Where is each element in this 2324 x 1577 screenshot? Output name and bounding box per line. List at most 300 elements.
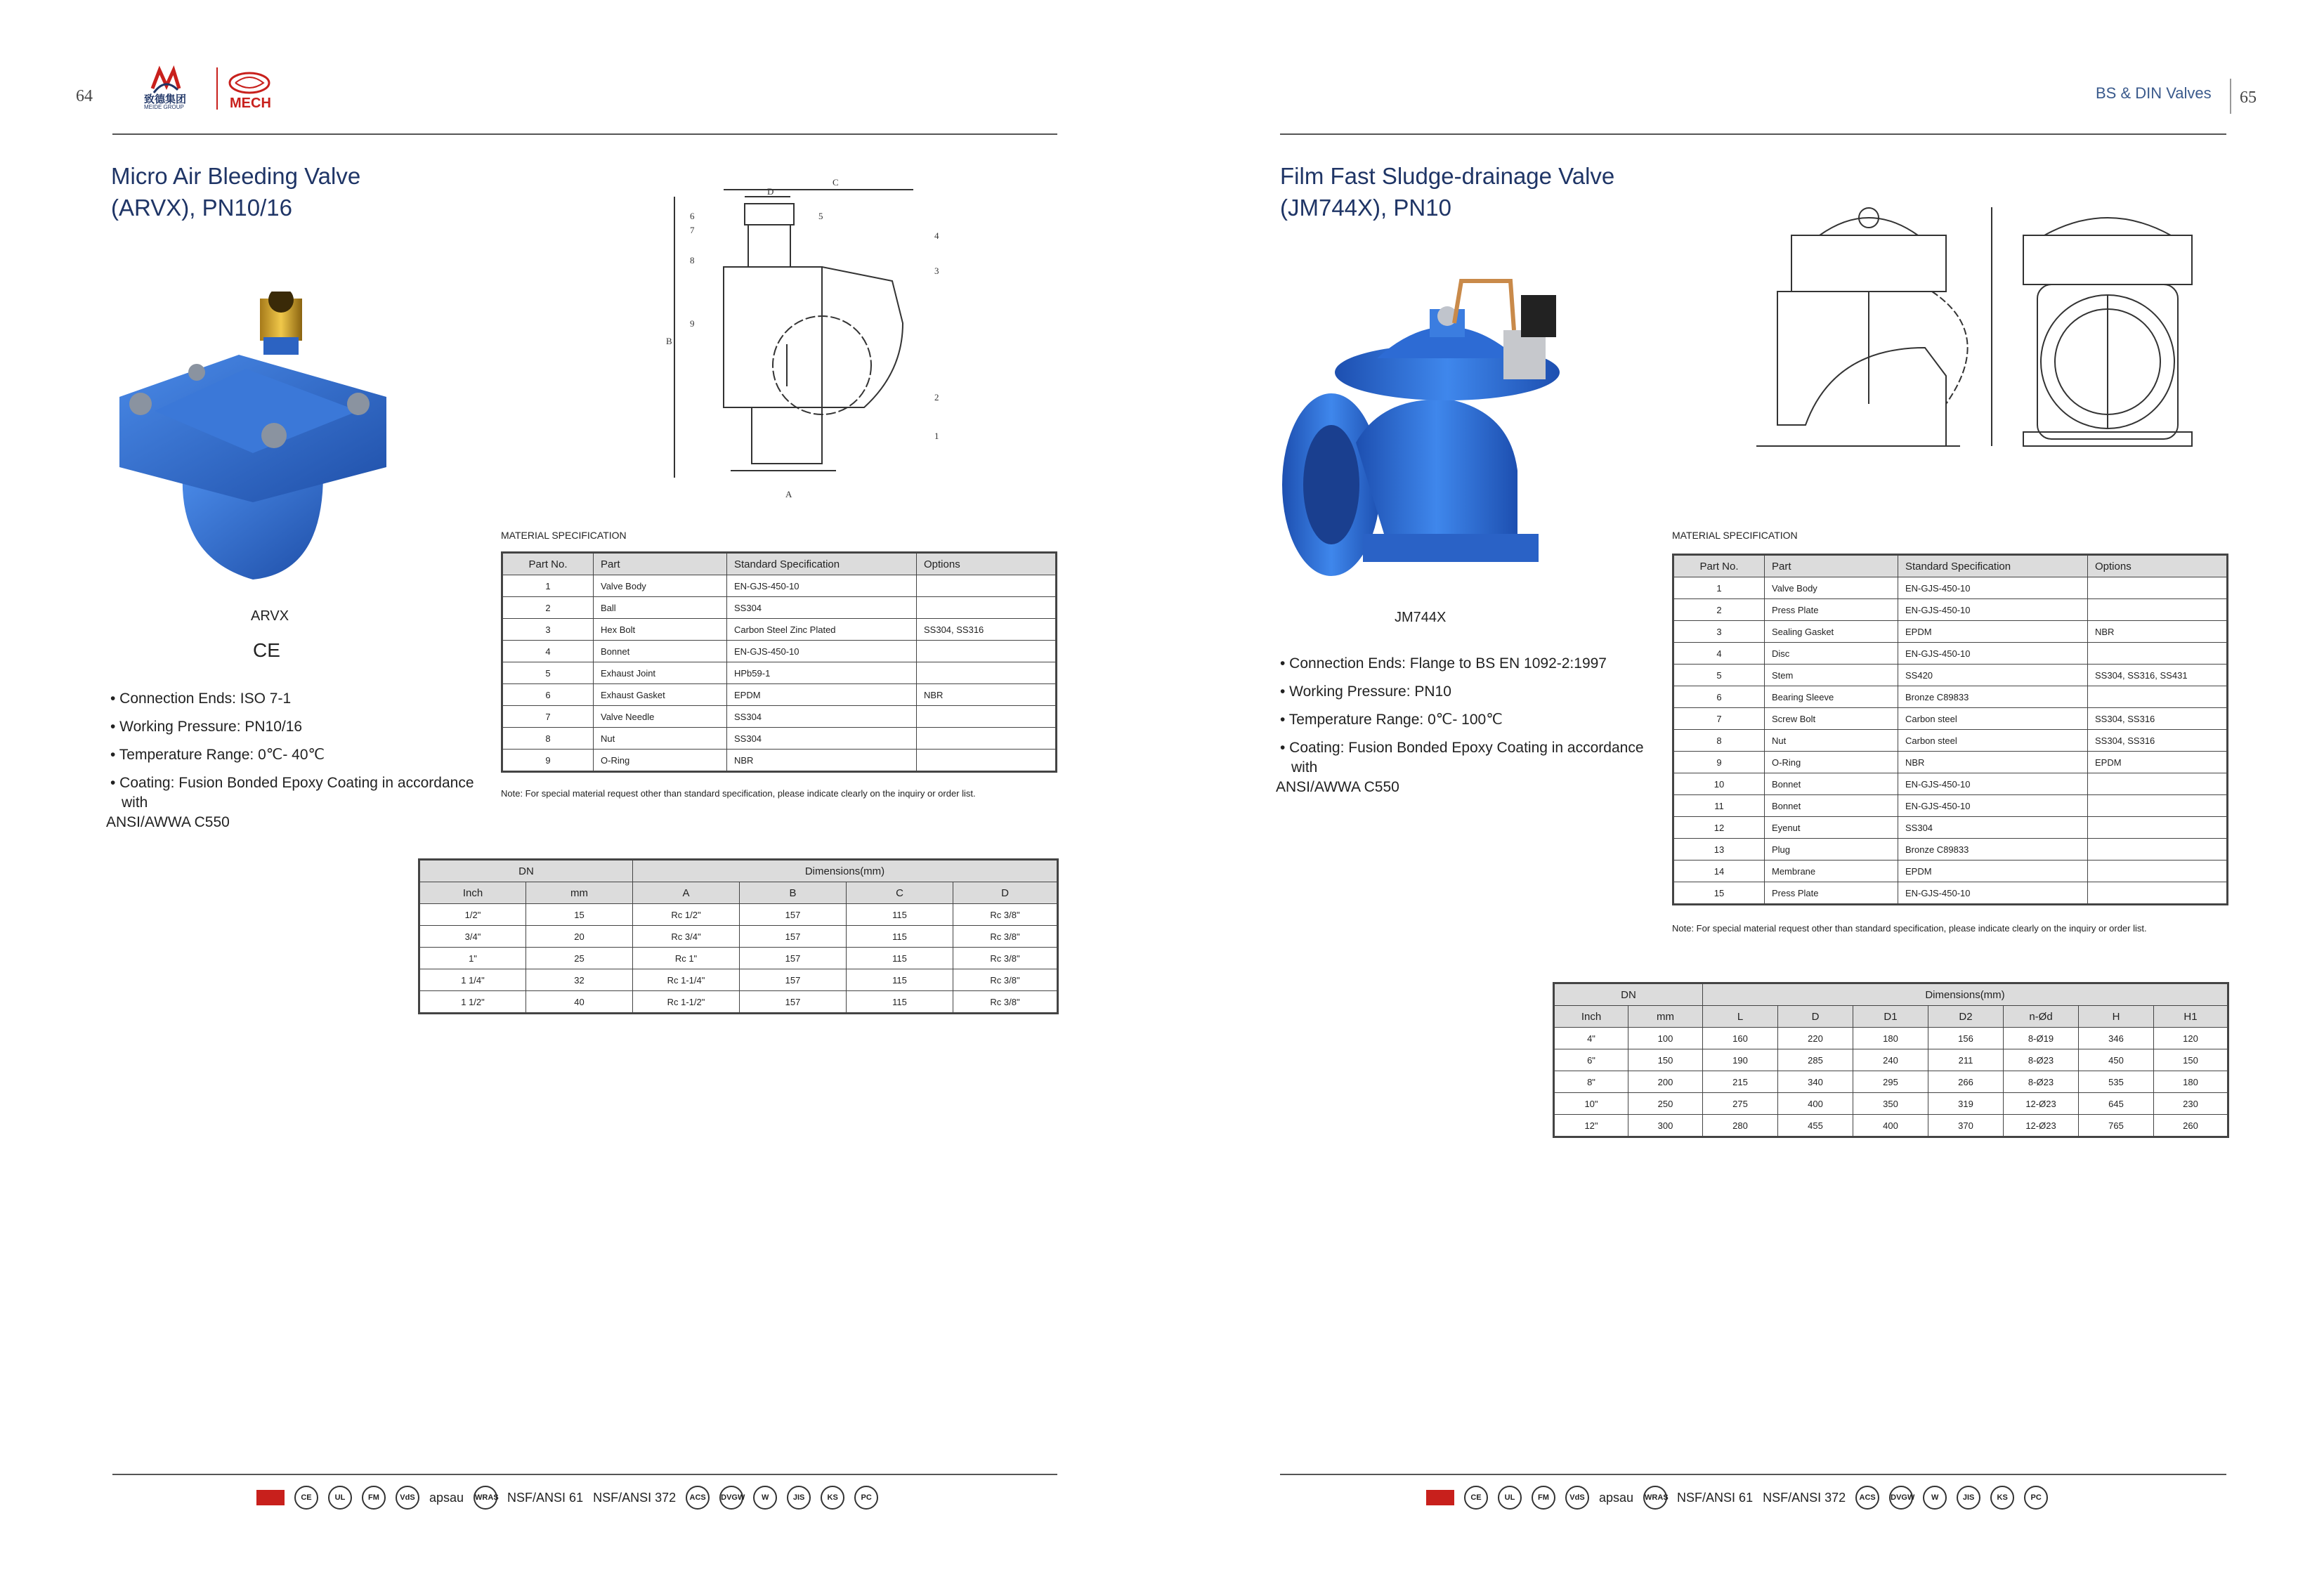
right-bullet: • Coating: Fusion Bonded Epoxy Coating in accordance with [1280, 740, 1644, 776]
table-cell: 200 [1628, 1071, 1703, 1093]
table-row [502, 750, 1057, 772]
table-cell: SS304, SS316 [2088, 708, 2228, 730]
table-row [1673, 643, 2228, 665]
table-row [419, 926, 1058, 948]
right-bullet: • Working Pressure: PN10 [1280, 683, 1451, 700]
certification-mark: NSF/ANSI 61 [1677, 1490, 1754, 1505]
table-cell: Ball [594, 597, 727, 619]
table-cell: SS304, SS316 [917, 619, 1057, 641]
table-cell: 115 [847, 948, 953, 969]
table-cell: Eyenut [1765, 817, 1898, 839]
section-name: BS & DIN Valves [2096, 84, 2212, 102]
column-header: B [740, 882, 847, 904]
table-cell: 12-Ø23 [2004, 1093, 2079, 1115]
table-row [502, 619, 1057, 641]
table-cell [917, 575, 1057, 597]
column-header: C [847, 882, 953, 904]
table-cell: 215 [1703, 1071, 1778, 1093]
table-row [1554, 1028, 2228, 1049]
table-cell: 765 [2079, 1115, 2154, 1137]
table-cell: 1/2" [419, 904, 526, 926]
certification-mark: apsau [1599, 1490, 1634, 1505]
table-cell: 3/4" [419, 926, 526, 948]
table-cell: 370 [1928, 1115, 2004, 1137]
table-cell: 2 [1673, 599, 1765, 621]
table-cell: 10" [1554, 1093, 1628, 1115]
left-title-line2: (ARVX), PN10/16 [111, 195, 293, 221]
table-cell: SS420 [1898, 665, 2088, 686]
table-row [502, 684, 1057, 706]
table-cell: 157 [740, 926, 847, 948]
table-cell: Nut [1765, 730, 1898, 752]
drawing-label: 6 [690, 211, 695, 221]
certification-mark: FM [362, 1486, 386, 1510]
certification-mark: ACS [686, 1486, 710, 1510]
jm744x-label: JM744X [1395, 610, 1447, 625]
flag-icon [256, 1490, 285, 1505]
table-cell: Stem [1765, 665, 1898, 686]
table-cell: 156 [1928, 1028, 2004, 1049]
table-cell: 1 [502, 575, 594, 597]
column-header: n-Ød [2004, 1006, 2079, 1028]
arvx-valve-icon [112, 292, 393, 587]
table-header-row [502, 553, 1057, 575]
table-cell: 645 [2079, 1093, 2154, 1115]
table-cell [2088, 817, 2228, 839]
table-header-row [1554, 1006, 2228, 1028]
column-header: H [2079, 1006, 2154, 1028]
table-cell: Plug [1765, 839, 1898, 861]
table-cell: EN-GJS-450-10 [727, 641, 917, 662]
table-cell: 8-Ø23 [2004, 1071, 2079, 1093]
table-cell: 1 1/4" [419, 969, 526, 991]
table-cell: 535 [2079, 1071, 2154, 1093]
table-cell: 7 [502, 706, 594, 728]
left-bullet: • Connection Ends: ISO 7-1 [110, 691, 292, 707]
table-row [1673, 708, 2228, 730]
table-row [1554, 1115, 2228, 1137]
table-cell: Bonnet [1765, 773, 1898, 795]
table-cell: Rc 3/8" [953, 948, 1058, 969]
table-cell [2088, 861, 2228, 882]
right-certification-strip [1426, 1486, 2048, 1510]
group-sub: MEIDE GROUP [144, 104, 184, 110]
drawing-label: C [833, 177, 839, 188]
table-row [1673, 752, 2228, 773]
table-cell: 400 [1853, 1115, 1928, 1137]
table-cell: 275 [1703, 1093, 1778, 1115]
certification-mark: DVGW [1889, 1486, 1913, 1510]
table-cell: Hex Bolt [594, 619, 727, 641]
right-title [1280, 160, 1614, 223]
table-cell: EN-GJS-450-10 [1898, 577, 2088, 599]
drawing-label: 2 [934, 392, 939, 403]
table-cell: Press Plate [1765, 599, 1898, 621]
certification-mark: apsau [429, 1490, 464, 1505]
table-cell: 266 [1928, 1071, 2004, 1093]
column-header: D [953, 882, 1058, 904]
table-cell [917, 750, 1057, 772]
certification-mark: PC [2024, 1486, 2048, 1510]
table-cell: 5 [502, 662, 594, 684]
table-cell: 14 [1673, 861, 1765, 882]
right-bullet: ANSI/AWWA C550 [1276, 779, 1399, 795]
right-material-table [1672, 554, 2228, 905]
table-cell [917, 706, 1057, 728]
certification-mark: ACS [1855, 1486, 1879, 1510]
table-cell [2088, 795, 2228, 817]
table-cell: 100 [1628, 1028, 1703, 1049]
table-row [1554, 1071, 2228, 1093]
table-cell: Rc 1" [633, 948, 740, 969]
table-cell: Bearing Sleeve [1765, 686, 1898, 708]
table-cell: 230 [2154, 1093, 2228, 1115]
table-cell: Valve Body [594, 575, 727, 597]
right-title-line1: Film Fast Sludge-drainage Valve [1280, 163, 1615, 189]
table-row [419, 948, 1058, 969]
drawing-label: D [767, 186, 774, 197]
table-row [1673, 817, 2228, 839]
dn-group-header: DN [1554, 983, 1703, 1006]
table-cell: Bonnet [1765, 795, 1898, 817]
table-cell: EN-GJS-450-10 [727, 575, 917, 597]
flag-icon [1426, 1490, 1454, 1505]
certification-mark: VdS [396, 1486, 419, 1510]
group-name: 致德集团 [144, 93, 187, 105]
table-cell [917, 728, 1057, 750]
table-row [1673, 599, 2228, 621]
brand-name: MECH [230, 96, 271, 111]
table-cell: 15 [1673, 882, 1765, 905]
table-cell: 115 [847, 904, 953, 926]
certification-mark: KS [821, 1486, 844, 1510]
table-cell: Rc 1-1/2" [633, 991, 740, 1014]
certification-mark: W [753, 1486, 777, 1510]
left-material-caption: MATERIAL SPECIFICATION [501, 530, 627, 541]
certification-mark: NSF/ANSI 372 [1763, 1490, 1846, 1505]
table-cell: 190 [1703, 1049, 1778, 1071]
certification-mark: UL [1498, 1486, 1522, 1510]
column-header: Options [917, 553, 1057, 575]
table-row [1554, 1093, 2228, 1115]
table-row [1673, 773, 2228, 795]
table-cell: HPb59-1 [727, 662, 917, 684]
table-row [1673, 686, 2228, 708]
column-header: Inch [419, 882, 526, 904]
table-cell: Rc 3/4" [633, 926, 740, 948]
table-cell: Rc 3/8" [953, 926, 1058, 948]
certification-mark: DVGW [719, 1486, 743, 1510]
column-header: Options [2088, 555, 2228, 577]
table-cell: 10 [1673, 773, 1765, 795]
table-cell: Exhaust Joint [594, 662, 727, 684]
column-header: Part No. [502, 553, 594, 575]
drawing-label: 4 [934, 230, 939, 241]
certification-mark: JIS [787, 1486, 811, 1510]
table-cell: 3 [1673, 621, 1765, 643]
left-bullet: ANSI/AWWA C550 [106, 814, 230, 830]
table-cell: NBR [727, 750, 917, 772]
table-cell: 260 [2154, 1115, 2228, 1137]
table-row [1673, 577, 2228, 599]
drawing-label: 7 [690, 225, 695, 235]
table-cell: 319 [1928, 1093, 2004, 1115]
table-row [1673, 730, 2228, 752]
right-footer-rule [1280, 1474, 2226, 1475]
jm744x-product-image [1279, 267, 1616, 590]
column-header: D [1778, 1006, 1853, 1028]
left-footer-rule [112, 1474, 1057, 1475]
column-header: mm [526, 882, 633, 904]
table-row [1673, 795, 2228, 817]
left-title [111, 160, 360, 223]
table-cell: Valve Body [1765, 577, 1898, 599]
table-row [419, 904, 1058, 926]
table-cell: 115 [847, 991, 953, 1014]
certification-mark: WRAS [1643, 1486, 1667, 1510]
table-cell: 1 [1673, 577, 1765, 599]
table-group-row [1554, 983, 2228, 1006]
drawing-label: B [666, 336, 672, 346]
table-cell: 285 [1778, 1049, 1853, 1071]
table-cell: 8-Ø19 [2004, 1028, 2079, 1049]
arvx-label: ARVX [251, 608, 289, 624]
table-cell: Rc 3/8" [953, 969, 1058, 991]
table-group-row [419, 860, 1058, 882]
right-bullet: • Connection Ends: Flange to BS EN 1092-2:1997 [1280, 655, 1607, 672]
jm744x-valve-icon [1279, 267, 1616, 590]
dn-group-header: DN [419, 860, 633, 882]
table-cell: Rc 3/8" [953, 904, 1058, 926]
arvx-technical-drawing [660, 176, 955, 506]
table-cell: 180 [1853, 1028, 1928, 1049]
table-cell: 220 [1778, 1028, 1853, 1049]
table-cell: 4" [1554, 1028, 1628, 1049]
drawing-label: 8 [690, 255, 695, 266]
table-cell: 157 [740, 948, 847, 969]
table-cell: 400 [1778, 1093, 1853, 1115]
table-cell: Carbon steel [1898, 708, 2088, 730]
arvx-section-drawing-icon [660, 176, 955, 506]
table-cell: 7 [1673, 708, 1765, 730]
table-cell: 20 [526, 926, 633, 948]
table-cell: 455 [1778, 1115, 1853, 1137]
column-header: Part [1765, 555, 1898, 577]
right-header-rule [1280, 133, 2226, 135]
table-row [502, 641, 1057, 662]
table-cell: 32 [526, 969, 633, 991]
column-header: D2 [1928, 1006, 2004, 1028]
certification-mark: VdS [1565, 1486, 1589, 1510]
table-cell: Rc 3/8" [953, 991, 1058, 1014]
left-bullet: • Working Pressure: PN10/16 [110, 719, 303, 735]
table-cell [2088, 882, 2228, 905]
table-cell: 5 [1673, 665, 1765, 686]
right-dimension-table [1553, 982, 2229, 1138]
table-cell: 8" [1554, 1071, 1628, 1093]
table-cell: 120 [2154, 1028, 2228, 1049]
meide-logo [144, 65, 285, 114]
table-cell: 340 [1778, 1071, 1853, 1093]
table-cell: 8-Ø23 [2004, 1049, 2079, 1071]
table-row [502, 597, 1057, 619]
table-cell: 6 [502, 684, 594, 706]
table-cell: Carbon steel [1898, 730, 2088, 752]
right-page-number: 65 [2240, 89, 2257, 107]
table-cell: SS304 [1898, 817, 2088, 839]
table-header-row [1673, 555, 2228, 577]
left-page-number: 64 [76, 87, 93, 105]
table-cell: Exhaust Gasket [594, 684, 727, 706]
table-cell: Carbon Steel Zinc Plated [727, 619, 917, 641]
table-cell: 9 [1673, 752, 1765, 773]
table-row [1554, 1049, 2228, 1071]
table-cell: 180 [2154, 1071, 2228, 1093]
left-dimension-table [418, 858, 1059, 1014]
table-cell: 11 [1673, 795, 1765, 817]
table-cell: O-Ring [594, 750, 727, 772]
table-cell: 280 [1703, 1115, 1778, 1137]
drawing-label: 9 [690, 318, 695, 329]
table-cell: Screw Bolt [1765, 708, 1898, 730]
certification-mark: FM [1532, 1486, 1555, 1510]
column-header: mm [1628, 1006, 1703, 1028]
table-cell: 295 [1853, 1071, 1928, 1093]
table-cell: 115 [847, 926, 953, 948]
table-cell: 1 1/2" [419, 991, 526, 1014]
table-cell [2088, 577, 2228, 599]
table-cell: 150 [1628, 1049, 1703, 1071]
table-cell: NBR [2088, 621, 2228, 643]
table-cell: SS304 [727, 728, 917, 750]
table-cell: 250 [1628, 1093, 1703, 1115]
ce-mark: CE [253, 639, 280, 661]
table-cell: 6 [1673, 686, 1765, 708]
table-cell: SS304, SS316, SS431 [2088, 665, 2228, 686]
table-cell: 160 [1703, 1028, 1778, 1049]
table-cell: 4 [502, 641, 594, 662]
table-row [502, 662, 1057, 684]
table-cell [2088, 643, 2228, 665]
table-cell: 13 [1673, 839, 1765, 861]
drawing-label: 1 [934, 431, 939, 441]
table-cell [2088, 839, 2228, 861]
certification-mark: W [1923, 1486, 1947, 1510]
certification-mark: NSF/ANSI 372 [593, 1490, 677, 1505]
right-feature-list [1276, 650, 1659, 797]
table-cell: Valve Needle [594, 706, 727, 728]
table-cell: Bronze C89833 [1898, 686, 2088, 708]
table-cell: 211 [1928, 1049, 2004, 1071]
certification-mark: CE [1464, 1486, 1488, 1510]
table-row [502, 706, 1057, 728]
table-cell: EN-GJS-450-10 [1898, 773, 2088, 795]
table-row [502, 728, 1057, 750]
table-cell: EN-GJS-450-10 [1898, 795, 2088, 817]
column-header: A [633, 882, 740, 904]
table-row [419, 991, 1058, 1014]
table-cell: SS304 [727, 706, 917, 728]
table-cell: 300 [1628, 1115, 1703, 1137]
table-cell: NBR [917, 684, 1057, 706]
table-cell: 9 [502, 750, 594, 772]
column-header: D1 [1853, 1006, 1928, 1028]
table-cell [2088, 686, 2228, 708]
right-material-caption: MATERIAL SPECIFICATION [1672, 530, 1798, 541]
table-row [1673, 665, 2228, 686]
table-cell [917, 662, 1057, 684]
certification-mark: PC [854, 1486, 878, 1510]
left-note: Note: For special material request other than standard specification, please indicate clearly on the inquiry or order list. [501, 788, 976, 799]
column-header: L [1703, 1006, 1778, 1028]
table-cell: 115 [847, 969, 953, 991]
column-header: Standard Specification [1898, 555, 2088, 577]
column-header: Standard Specification [727, 553, 917, 575]
table-row [502, 575, 1057, 597]
table-cell: 6" [1554, 1049, 1628, 1071]
table-cell: 4 [1673, 643, 1765, 665]
table-cell [2088, 773, 2228, 795]
table-cell: 12" [1554, 1115, 1628, 1137]
table-cell: 40 [526, 991, 633, 1014]
table-cell: 1" [419, 948, 526, 969]
table-cell: EN-GJS-450-10 [1898, 643, 2088, 665]
column-header: H1 [2154, 1006, 2228, 1028]
table-cell: 2 [502, 597, 594, 619]
left-feature-list [106, 685, 476, 832]
table-cell [917, 597, 1057, 619]
table-cell: EN-GJS-450-10 [1898, 599, 2088, 621]
certification-mark: NSF/ANSI 61 [507, 1490, 584, 1505]
certification-mark: JIS [1957, 1486, 1980, 1510]
table-cell: Rc 1-1/4" [633, 969, 740, 991]
table-cell: Rc 1/2" [633, 904, 740, 926]
left-header-rule [112, 133, 1057, 135]
left-certification-strip [256, 1486, 878, 1510]
table-cell: SS304 [727, 597, 917, 619]
right-note: Note: For special material request other than standard specification, please indicate clearly on the inquiry or order list. [1672, 923, 2147, 934]
table-row [1673, 861, 2228, 882]
table-cell: Press Plate [1765, 882, 1898, 905]
drawing-label: A [785, 489, 792, 499]
column-header: Inch [1554, 1006, 1628, 1028]
table-cell: SS304, SS316 [2088, 730, 2228, 752]
table-row [1673, 621, 2228, 643]
right-title-line2: (JM744X), PN10 [1280, 195, 1451, 221]
arvx-product-image [112, 292, 393, 587]
left-bullet: • Coating: Fusion Bonded Epoxy Coating in accordance with [110, 775, 474, 811]
table-cell: 157 [740, 904, 847, 926]
table-cell: Bronze C89833 [1898, 839, 2088, 861]
table-cell: 150 [2154, 1049, 2228, 1071]
table-cell: O-Ring [1765, 752, 1898, 773]
table-cell: Bonnet [594, 641, 727, 662]
table-cell: EPDM [2088, 752, 2228, 773]
table-cell: EPDM [727, 684, 917, 706]
table-cell: 8 [502, 728, 594, 750]
jm744x-section-drawing-icon [1714, 193, 2234, 474]
column-header: Part [594, 553, 727, 575]
table-cell: 350 [1853, 1093, 1928, 1115]
table-cell [2088, 599, 2228, 621]
table-cell: 12 [1673, 817, 1765, 839]
table-row [1673, 839, 2228, 861]
certification-mark: UL [328, 1486, 352, 1510]
table-cell: EN-GJS-450-10 [1898, 882, 2088, 905]
dims-group-header: Dimensions(mm) [633, 860, 1058, 882]
table-cell: Sealing Gasket [1765, 621, 1898, 643]
table-row [1673, 882, 2228, 905]
